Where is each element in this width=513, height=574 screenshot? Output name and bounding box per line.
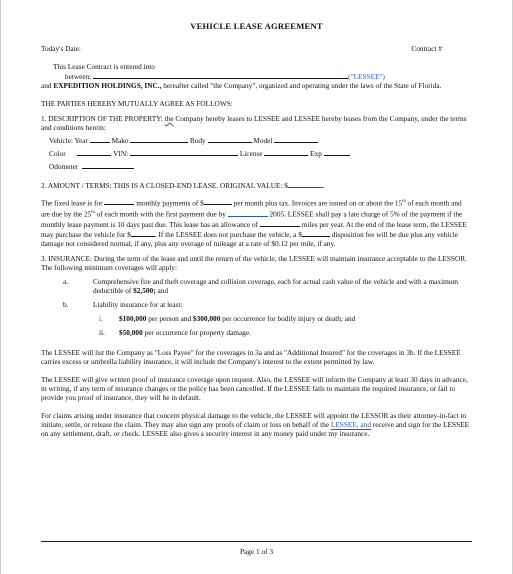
item-b-text: Liability insurance for at least: (93, 299, 183, 309)
section-3-paragraph: 3. INSURANCE: During the term of the lease and until the return of the vehicle, the LESSEE will maintain insurance acceptable to the LESSOR. The following minimum coverages will apply: (41, 253, 467, 272)
original-value-field[interactable] (288, 180, 324, 188)
section-2-title: 2. AMOUNT / TERMS: THIS IS A CLOSED-END LEASE. ORIGINAL VALUE: $ (41, 181, 288, 190)
claims-text-b: receive and sign for the LESSEE on any settlement, draft, or check. LESSEE also gives a security interest in any money paid under my insurance. (41, 419, 470, 438)
and-word: and (41, 81, 52, 90)
company-name: EXPEDITION HOLDINGS, INC., (53, 81, 162, 90)
list-item (99, 314, 472, 323)
list-item (63, 300, 472, 309)
s2-text-d: of each month and are due by the 25 (41, 198, 462, 219)
exp-label: Exp (310, 149, 322, 158)
odometer-field[interactable] (82, 161, 134, 169)
loss-payee-paragraph: The LESSEE will list the Company as "Loss Payee" for the coverages in 3a and as "Additional Insured" for the coverages in 3b. If the LESSEE carries excess or umbrella liability insurance, it will include the Company's interest to the extent permitted by law. (41, 347, 461, 366)
s2-text-b: monthly payments of $ (136, 198, 204, 208)
model-label: Model (253, 136, 273, 145)
proof-of-insurance-paragraph: The LESSEE will give written proof of insurance coverage upon request. Also, the LESSEE will inform the Company at least 30 days in advance, in writing, if any term of insurance changes or the policy has been cancelled. If the LESSEE fails to maintain the required insurance, or fail to provide you proof of insurance, they will be in default. (41, 374, 468, 402)
s2-text-a: The fixed lease is for (41, 198, 103, 208)
vehicle-fields (41, 135, 472, 171)
company-description: hereafter called "the Company", organized and operating under the laws of the State of Florida. (161, 81, 442, 90)
num-payments-field[interactable] (104, 197, 134, 205)
item-i-end: per occurrence for bodily injury or death; and (220, 313, 356, 323)
body-label: Body (189, 136, 206, 145)
intro-block (41, 62, 472, 81)
insurance-list (41, 277, 472, 337)
section-1-title: 1. DESCRIPTION OF THE PROPERTY: (41, 114, 163, 123)
item-a-deductible: $2,500; (133, 285, 156, 295)
exp-field[interactable] (324, 148, 350, 156)
between-label: between: (65, 72, 92, 81)
license-label: License (239, 149, 263, 158)
lessee-tag: ("LESSEE") (348, 72, 385, 81)
item-a-marker: a. (63, 276, 69, 286)
list-item (99, 328, 472, 337)
list-item (63, 277, 472, 295)
todays-date-label: Today's Date: (41, 44, 81, 53)
item-i-text (119, 314, 355, 323)
s2-text-i: disposition fee will be due plus any vehicle damage not considered normal, if any, plus any overage of mileage at a rate of $0.12 per mile, if any. (41, 229, 458, 248)
per-occurrence-amount: $300,000 (192, 313, 221, 323)
item-a-text (93, 277, 472, 295)
item-ii-end: per occurrence for property damage. (142, 327, 251, 337)
section-2-paragraph (41, 196, 472, 248)
agree-heading: THE PARTIES HEREBY MUTUALLY AGREE AS FOLLOWS: (41, 99, 233, 108)
document-title: VEHICLE LEASE AGREEMENT (190, 21, 323, 31)
disposition-fee-field[interactable] (302, 229, 330, 237)
make-field[interactable] (130, 135, 188, 143)
color-field[interactable] (77, 148, 111, 156)
page-number: Page 1 of 3 (239, 547, 274, 556)
company-paragraph (41, 81, 472, 90)
odometer-label: Odometer (49, 162, 79, 171)
superscript-th: th (402, 198, 406, 203)
color-label: Color (49, 149, 66, 158)
item-a-body: Comprehensive fire and theft coverage and collision coverage, each for actual cash value of the vehicle and with a maximum deductible of (93, 276, 459, 295)
item-a-end: and (155, 285, 168, 295)
item-i-marker: i. (99, 313, 103, 323)
vehicle-year-field[interactable] (90, 135, 110, 143)
license-field[interactable] (264, 148, 308, 156)
claims-paragraph (41, 411, 472, 438)
monthly-payment-field[interactable] (204, 197, 232, 205)
item-i-mid: per person and (146, 313, 193, 323)
date-contract-row (41, 44, 472, 53)
page-footer (41, 541, 472, 556)
per-person-amount: $100,000 (119, 313, 147, 323)
body-field[interactable] (208, 135, 252, 143)
claims-text-a: For claims arising under insurance that concern physical damage to the vehicle, the LESSEE will appoint the LESSOR as their attorney-in-fact to initiate, settle, or release the claim. They may also sign any proofs of claim or loss on behalf of the (41, 410, 467, 429)
section-1-text: Company hereby leases to LESSEE and LESSEE hereby leases from the Company, under the terms and conditions herein: (41, 114, 467, 132)
s2-text-e: of each month with the first payment due by (94, 209, 226, 219)
superscript-th: th (91, 209, 95, 215)
s2-text-g: miles per year. At the end of the lease term, the LESSEE may purchase the vehicle for $ (41, 219, 467, 239)
lessee-name-field[interactable] (93, 71, 348, 79)
s2-text-h: . If the LESSEE does not purchase the vehicle, a $ (154, 229, 302, 239)
claims-lessee-link[interactable]: LESSEE, and (330, 419, 371, 429)
model-field[interactable] (274, 135, 318, 143)
item-b-marker: b. (63, 299, 69, 309)
mileage-allowance-field[interactable] (260, 219, 300, 227)
vin-field[interactable] (130, 148, 238, 156)
first-payment-date-field[interactable] (228, 209, 268, 217)
s2-text-c: per month plus tax. Invoices are issued on or about the 15 (233, 198, 403, 208)
contract-number-label: Contract # (411, 44, 442, 53)
section-1-the: the (164, 114, 174, 123)
s2-text-f: 2005. LESSEE shall pay a late charge of 5% of the payment if the monthly lease payment is 10 days past due. This lease has an allowance of (41, 209, 463, 229)
property-damage-amount: $50,000 (119, 327, 143, 337)
vin-label: VIN: (113, 149, 129, 158)
intro-line: This Lease Contract is entered into (53, 62, 155, 71)
purchase-price-field[interactable] (131, 229, 155, 237)
item-ii-text (119, 328, 251, 337)
make-label: Make (111, 136, 129, 145)
section-2-title-line (41, 180, 472, 190)
vehicle-year-label: Vehicle: Year (49, 136, 88, 145)
section-1-paragraph (41, 114, 472, 132)
item-ii-marker: ii. (99, 327, 105, 337)
